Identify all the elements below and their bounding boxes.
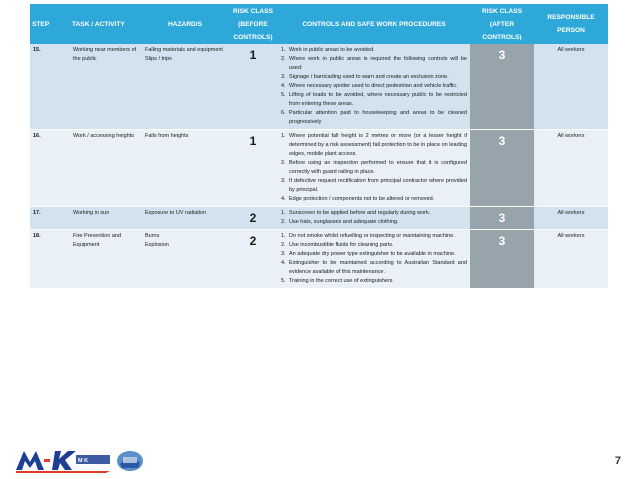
table-body xyxy=(30,44,608,289)
control-number: 1. xyxy=(281,133,286,139)
risk-after-cell: 3 xyxy=(470,230,534,289)
controls-cell xyxy=(278,230,470,289)
logo-graphic xyxy=(14,446,154,474)
controls-cell xyxy=(278,130,470,207)
control-item xyxy=(281,259,467,277)
responsible-cell: All workers xyxy=(534,130,608,207)
control-number: 2. xyxy=(281,242,286,248)
control-item xyxy=(281,91,467,109)
control-item xyxy=(281,73,467,82)
risk-assessment-table xyxy=(30,4,608,289)
hazard-cell xyxy=(142,230,228,289)
step-cell: 16. xyxy=(30,130,70,207)
task-cell: Working near members of the public xyxy=(70,44,142,130)
header-risk-before-line: RISK CLASS xyxy=(233,7,273,15)
header-responsible xyxy=(534,4,608,44)
control-number: 3. xyxy=(281,251,286,257)
control-text: Sunscreen to be applied before and regularly during work. xyxy=(289,210,431,216)
control-item xyxy=(281,277,467,286)
header-risk-after-line: CONTROLS) xyxy=(482,33,522,41)
control-item xyxy=(281,46,467,55)
control-text: Where work in public areas is required the following controls will be used: xyxy=(289,56,467,71)
hazard-item: Falling materials and equipment xyxy=(145,47,223,53)
risk-before-cell: 2 xyxy=(228,230,278,289)
controls-cell xyxy=(278,44,470,130)
responsible-cell: All workers xyxy=(534,230,608,289)
responsible-cell: All workers xyxy=(534,207,608,230)
risk-before-cell: 1 xyxy=(228,44,278,130)
control-text: Work in public areas to be avoided. xyxy=(289,47,375,53)
header-risk-after-line: (AFTER xyxy=(489,20,515,28)
control-item xyxy=(281,109,467,127)
header-risk-after xyxy=(470,4,534,44)
header-risk-before-line: (BEFORE xyxy=(238,20,268,28)
hazard-item: Explosion xyxy=(145,242,169,248)
control-text: Do not smoke whilst refuelling or inspecting or maintaining machine. xyxy=(289,233,455,239)
hazard-cell xyxy=(142,207,228,230)
control-text: Lifting of loads to be avoided, where necessary public to be restricted from entering these areas. xyxy=(289,92,467,107)
control-number: 2. xyxy=(281,160,286,166)
control-text: Edge protection / components not to be altered or removed. xyxy=(289,196,435,202)
controls-list xyxy=(281,46,467,127)
control-item xyxy=(281,218,467,227)
controls-list xyxy=(281,132,467,204)
control-number: 2. xyxy=(281,56,286,62)
step-cell: 17. xyxy=(30,207,70,230)
risk-after-cell: 3 xyxy=(470,44,534,130)
control-item xyxy=(281,132,467,159)
responsible-cell: All workers xyxy=(534,44,608,130)
control-number: 4. xyxy=(281,83,286,89)
control-text: Extinguisher to be maintained according to Australian Standard and evidence available of this maintenance. xyxy=(289,260,467,275)
risk-after-cell: 3 xyxy=(470,207,534,230)
control-text: Training in the correct use of extinguishers. xyxy=(289,278,394,284)
header-controls: CONTROLS AND SAFE WORK PROCEDURES xyxy=(278,4,470,44)
control-number: 3. xyxy=(281,74,286,80)
control-number: 2. xyxy=(281,219,286,225)
risk-after-cell: 3 xyxy=(470,130,534,207)
control-number: 3. xyxy=(281,178,286,184)
hazard-item: Falls from heights xyxy=(145,133,189,139)
control-item xyxy=(281,250,467,259)
task-cell: Work / accessing heights xyxy=(70,130,142,207)
hazard-item: Slips / trips xyxy=(145,56,172,62)
task-cell: Working in sun xyxy=(70,207,142,230)
control-text: Particular attention paid to housekeeping and areas to be cleaned progressively xyxy=(289,110,467,125)
control-item xyxy=(281,177,467,195)
controls-list xyxy=(281,209,467,227)
hazard-cell xyxy=(142,130,228,207)
control-number: 6. xyxy=(281,110,286,116)
control-number: 4. xyxy=(281,260,286,266)
hazard-cell xyxy=(142,44,228,130)
control-item xyxy=(281,195,467,204)
control-number: 1. xyxy=(281,47,286,53)
header-task: TASK / ACTIVITY xyxy=(70,4,142,44)
control-number: 1. xyxy=(281,233,286,239)
control-number: 1. xyxy=(281,210,286,216)
logo-text: M K xyxy=(78,458,89,464)
header-responsible-line: PERSON xyxy=(557,27,585,34)
risk-before-cell: 2 xyxy=(228,207,278,230)
hazard-item: Burns xyxy=(145,233,160,239)
control-number: 5. xyxy=(281,92,286,98)
control-text: Signage / barricading used to warn and create an exclusion zone. xyxy=(289,74,449,80)
company-logo xyxy=(14,446,154,474)
control-item xyxy=(281,55,467,73)
step-cell: 18. xyxy=(30,230,70,289)
step-cell: 15. xyxy=(30,44,70,130)
table-row xyxy=(30,207,608,230)
control-text: Use hats, sunglasses and adequate clothing. xyxy=(289,219,399,225)
header-risk-before-line: CONTROLS) xyxy=(233,33,273,41)
control-item xyxy=(281,209,467,218)
table-row xyxy=(30,230,608,289)
header-step: STEP xyxy=(30,4,70,44)
table-row xyxy=(30,130,608,207)
header-risk-after-line: RISK CLASS xyxy=(482,7,522,15)
controls-cell xyxy=(278,207,470,230)
control-text: Use incombustible fluids for cleaning parts. xyxy=(289,242,394,248)
control-number: 4. xyxy=(281,196,286,202)
control-text: An adequate dry power type extinguisher to be available in machine. xyxy=(289,251,456,257)
hazard-item: Exposure to UV radiation xyxy=(145,210,207,216)
control-item xyxy=(281,241,467,250)
control-text: If defective request rectification from principal contractor where provided by principal. xyxy=(289,178,467,193)
control-item xyxy=(281,82,467,91)
header-risk-before xyxy=(228,4,278,44)
control-number: 5. xyxy=(281,278,286,284)
control-item xyxy=(281,232,467,241)
control-text: Before using an inspection performed to ensure that it is configured correctly with guard railing in place. xyxy=(289,160,467,175)
risk-before-cell: 1 xyxy=(228,130,278,207)
control-item xyxy=(281,159,467,177)
controls-list xyxy=(281,232,467,286)
table-header-row xyxy=(30,4,608,44)
task-cell: Fire Prevention and Equipment xyxy=(70,230,142,289)
header-responsible-line: RESPONSIBLE xyxy=(547,14,595,21)
control-text: Where potential fall height is 2 metres or more (or a lesser height if determined by a risk assessment) fall protection to be in place on leading edges, mobile plant access. xyxy=(289,133,467,157)
page-number: 7 xyxy=(614,455,621,467)
control-text: Where necessary spotter used to direct pedestrian and vehicle traffic. xyxy=(289,83,458,89)
table-row xyxy=(30,44,608,130)
header-hazard: HAZARD/S xyxy=(142,4,228,44)
